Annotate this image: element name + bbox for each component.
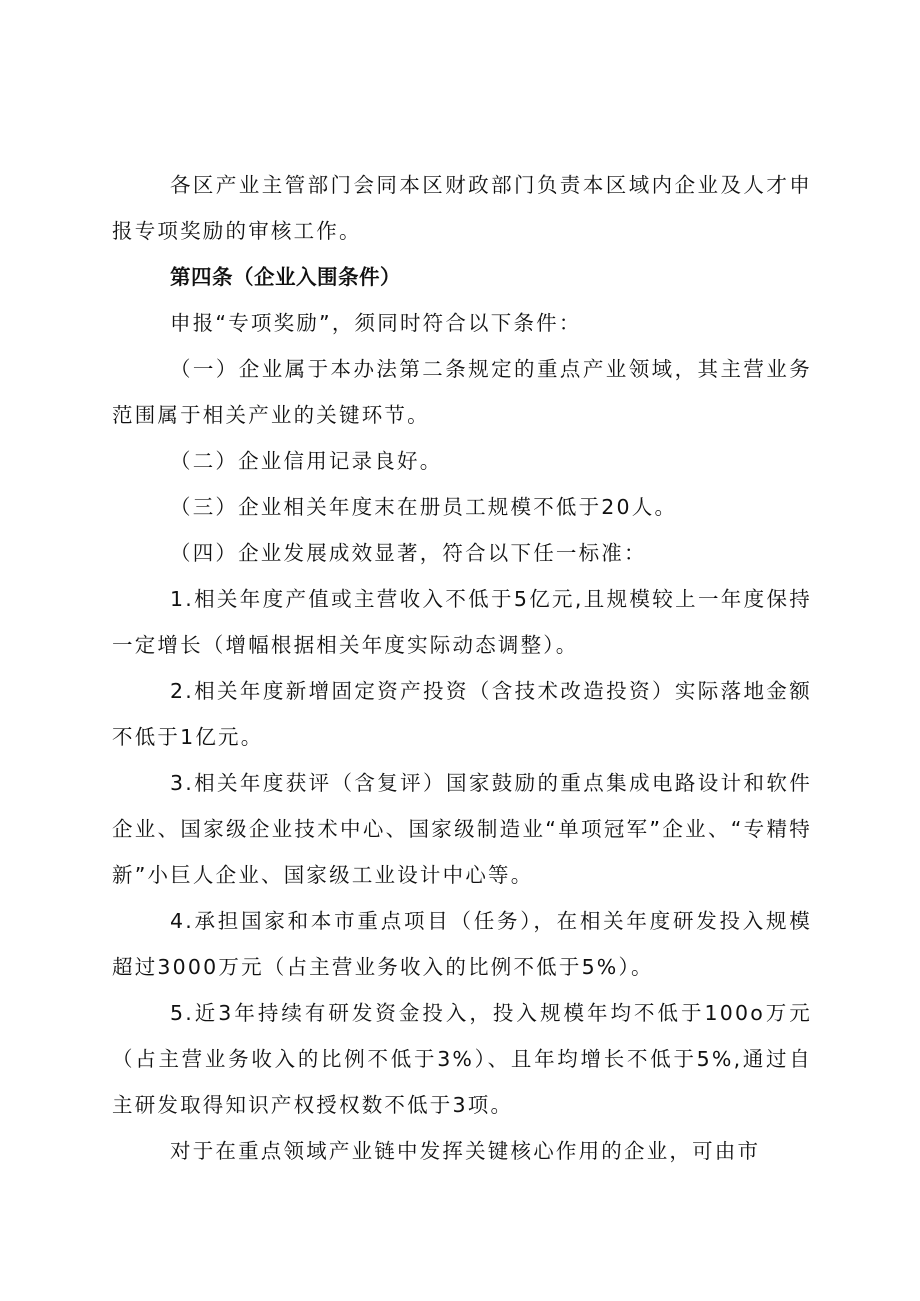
paragraph-conditions-intro: 申报“专项奖励”，须同时符合以下条件： [170, 311, 582, 335]
standard-item-5: 5.近3年持续有研发资金投入，投入规模年均不低于100o万元（占主营业务收入的比例不低于3%）、且年均增长不低于5%,通过自主研发取得知识产权授权数不低于3项。 [112, 1001, 812, 1117]
standard-item-3: 3.相关年度获评（含复评）国家鼓励的重点集成电路设计和软件企业、国家级企业技术中心、国家级制造业“单项冠军”企业、“专精特新”小巨人企业、国家级工业设计中心等。 [112, 771, 812, 887]
condition-item-2: （二）企业信用记录良好。 [170, 449, 443, 473]
condition-item-1: （一）企业属于本办法第二条规定的重点产业领域，其主营业务范围属于相关产业的关键环节。 [112, 357, 812, 427]
standard-item-1: 1.相关年度产值或主营收入不低于5亿元,且规模较上一年度保持一定增长（增幅根据相关年度实际动态调整）。 [112, 587, 812, 657]
standard-item-2: 2.相关年度新增固定资产投资（含技术改造投资）实际落地金额不低于1亿元。 [112, 679, 812, 749]
article-heading: 第四条（企业入围条件） [170, 265, 401, 289]
document-body [112, 162, 812, 1174]
paragraph-key-enterprises: 对于在重点领域产业链中发挥关键核心作用的企业，可由市 [170, 1139, 761, 1163]
condition-item-3: （三）企业相关年度末在册员工规模不低于20人。 [170, 495, 678, 519]
condition-item-4: （四）企业发展成效显著，符合以下任一标准： [170, 541, 647, 565]
paragraph-review-responsibility: 各区产业主管部门会同本区财政部门负责本区域内企业及人才申报专项奖励的审核工作。 [112, 173, 812, 243]
standard-item-4: 4.承担国家和本市重点项目（任务），在相关年度研发投入规模超过3000万元（占主营业务收入的比例不低于5%）。 [112, 909, 812, 979]
